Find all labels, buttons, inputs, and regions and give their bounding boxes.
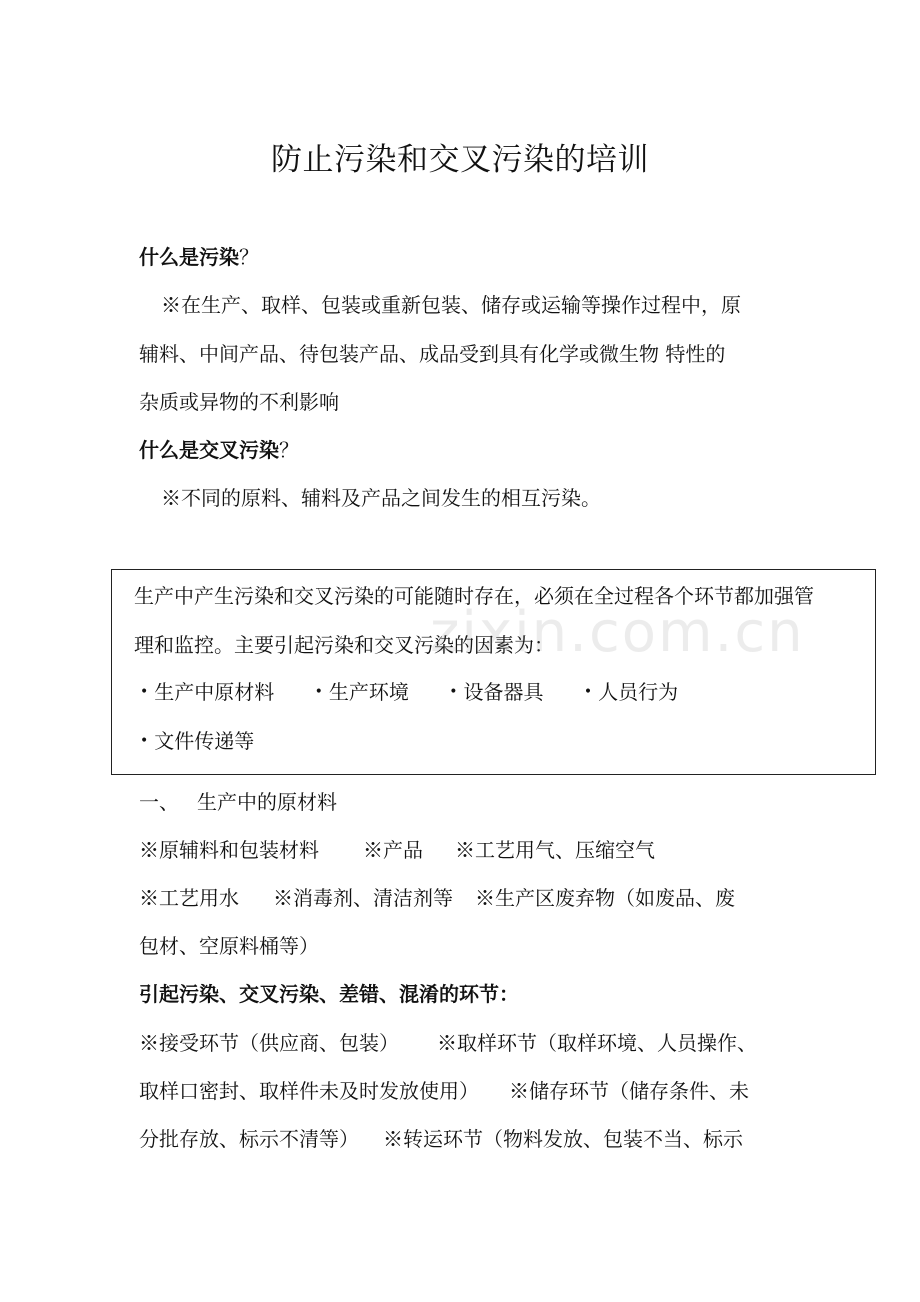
- cross-contamination-heading-suffix: ？: [279, 438, 299, 462]
- material-item: ※消毒剂、清洁剂等: [273, 886, 453, 910]
- notice-line-1: 生产中产生污染和交叉污染的可能随时存在，必须在全过程各个环节都加强管: [134, 584, 814, 608]
- cross-contamination-body: ※不同的原料、辅料及产品之间发生的相互污染。: [161, 486, 601, 510]
- cross-contamination-heading-text: 什么是交叉污染: [139, 438, 279, 462]
- watermark: zixin.com.cn: [430, 600, 805, 665]
- factor-list-row-2: [140, 727, 278, 757]
- material-item: ※原辅料和包装材料: [139, 838, 319, 862]
- bullet-icon: •: [583, 683, 593, 700]
- contamination-body-line-3: 杂质或异物的不利影响: [139, 390, 339, 414]
- section-one-title: 生产中的原材料: [197, 790, 337, 814]
- link-item: 分批存放、标示不清等）: [139, 1127, 359, 1151]
- contamination-body-line-2: 辅料、中间产品、待包装产品、成品受到具有化学或微生物 特性的: [139, 342, 726, 366]
- factor-label: 人员行为: [598, 680, 679, 704]
- section-one-line-1: [139, 836, 655, 864]
- section-one-line-3: 包材、空原料桶等）: [139, 934, 319, 958]
- contamination-heading-suffix: ？: [239, 245, 259, 269]
- factor-label: 文件传递等: [154, 729, 255, 753]
- factor-item: [584, 678, 678, 708]
- link-item: 取样口密封、取样件未及时发放使用）: [139, 1079, 479, 1103]
- links-line-3: [139, 1125, 743, 1153]
- factor-list-row-1: [140, 678, 702, 708]
- link-item: ※接受环节（供应商、包装）: [139, 1031, 399, 1055]
- links-heading: 引起污染、交叉污染、差错、混淆的环节：: [139, 982, 519, 1006]
- factor-label: 设备器具: [463, 680, 544, 704]
- bullet-icon: •: [140, 683, 149, 700]
- notice-line-2: 理和监控。主要引起污染和交叉污染的因素为：: [134, 633, 554, 657]
- section-one-number: 一、: [139, 790, 179, 814]
- bullet-icon: •: [449, 683, 458, 700]
- material-item: ※产品: [363, 838, 423, 862]
- link-item: ※取样环节（取样环境、人员操作、: [437, 1031, 757, 1055]
- material-item: ※工艺用水: [139, 886, 239, 910]
- factor-item: [449, 678, 543, 708]
- cross-contamination-heading: [139, 436, 299, 464]
- notice-box: [111, 569, 876, 775]
- factor-label: 生产环境: [328, 680, 409, 704]
- links-line-1: [139, 1029, 757, 1057]
- contamination-body-line-1: ※在生产、取样、包装或重新包装、储存或运输等操作过程中，原: [161, 293, 741, 317]
- section-one-line-2: [139, 884, 735, 912]
- factor-item: [315, 678, 409, 708]
- factor-item: [140, 727, 254, 757]
- factor-label: 生产中原材料: [154, 680, 275, 704]
- link-item: ※储存环节（储存条件、未: [509, 1079, 749, 1103]
- material-item: ※工艺用气、压缩空气: [455, 838, 655, 862]
- contamination-heading-text: 什么是污染: [139, 245, 239, 269]
- link-item: ※转运环节（物料发放、包装不当、标示: [383, 1127, 743, 1151]
- material-item: ※生产区废弃物（如废品、废: [475, 886, 735, 910]
- links-line-2: [139, 1077, 749, 1105]
- factor-item: [140, 678, 274, 708]
- bullet-icon: •: [140, 732, 149, 749]
- contamination-heading: [139, 243, 259, 271]
- document-title: 防止污染和交叉污染的培训: [271, 142, 649, 178]
- section-one-heading: [139, 788, 337, 816]
- bullet-icon: •: [314, 683, 323, 700]
